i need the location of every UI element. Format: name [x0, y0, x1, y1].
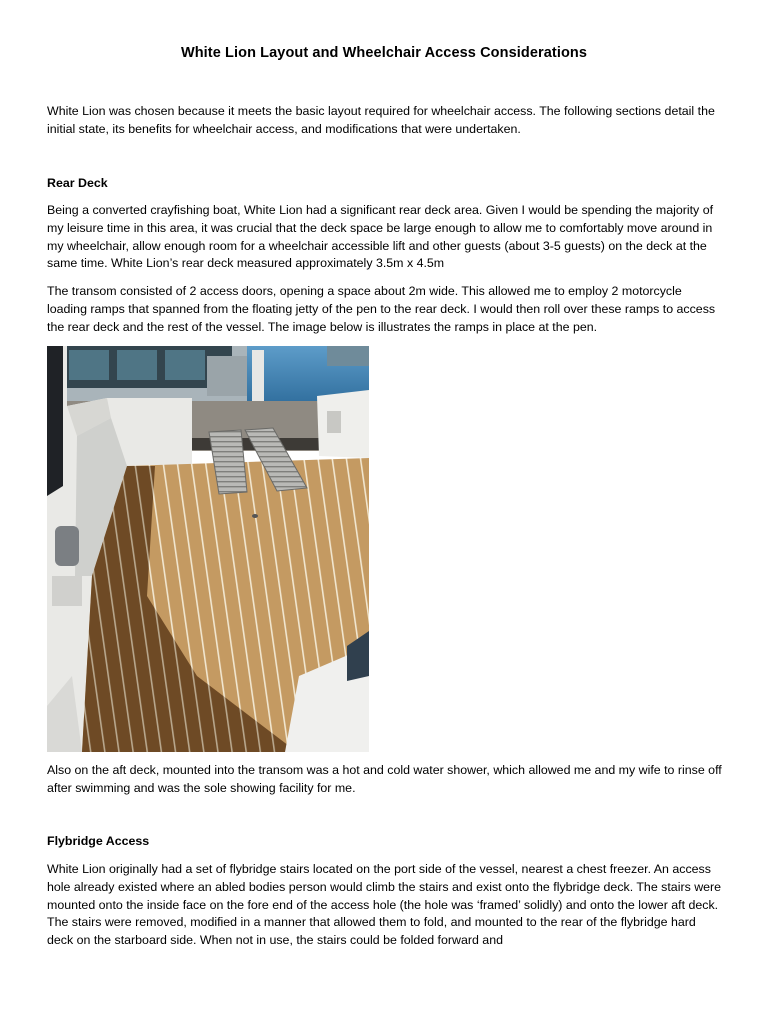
section-heading-flybridge-access: Flybridge Access — [47, 834, 150, 848]
flybridge-paragraph-1: White Lion originally had a set of flybridge stairs located on the port side of the vessel, nearest a chest freezer. An access hole already existed where an abled bodies person would climb the stairs and exist onto the flybridge deck. The stairs were mounted onto the inside face on the fore end of the access hole (the hole was ‘framed’ solidly) and onto the lower aft deck. The stairs were removed, modified in a manner that allowed them to fold, and mounted to the rear of the flybridge hard deck on the starboard side. When not in use, the stairs could be folded forward and — [47, 862, 722, 948]
section-heading-rear-deck: Rear Deck — [47, 176, 108, 190]
rear-deck-paragraph-1: Being a converted crayfishing boat, White Lion had a significant rear deck area. Given I would be spending the majority of my leisure time in this area, it was crucial that the deck space be large enough to allow me to comfortably move around in my wheelchair, allow enough room for a wheelchair accessible lift and other guests (about 3-5 guests) on the deck at the same time. White Lion’s rear deck measured approximately 3.5m x 4.5m — [47, 203, 714, 271]
intro-paragraph: White Lion was chosen because it meets the basic layout required for wheelchair access. The following sections detail the initial state, its benefits for wheelchair access, and modifications that were undertaken. — [47, 104, 715, 136]
document-title: White Lion Layout and Wheelchair Access Considerations — [180, 45, 588, 61]
rear-deck-ramps-photo — [47, 346, 369, 752]
rear-deck-paragraph-3: Also on the aft deck, mounted into the transom was a hot and cold water shower, which allowed me and my wife to rinse off after swimming and was the sole showing facility for me. — [47, 763, 722, 795]
rear-deck-paragraph-2: The transom consisted of 2 access doors, opening a space about 2m wide. This allowed me to employ 2 motorcycle loading ramps that spanned from the floating jetty of the pen to the rear deck. I would then roll over these ramps to access the rear deck and the rest of the vessel. The image below is illustrates the ramps in place at the pen. — [47, 284, 716, 334]
